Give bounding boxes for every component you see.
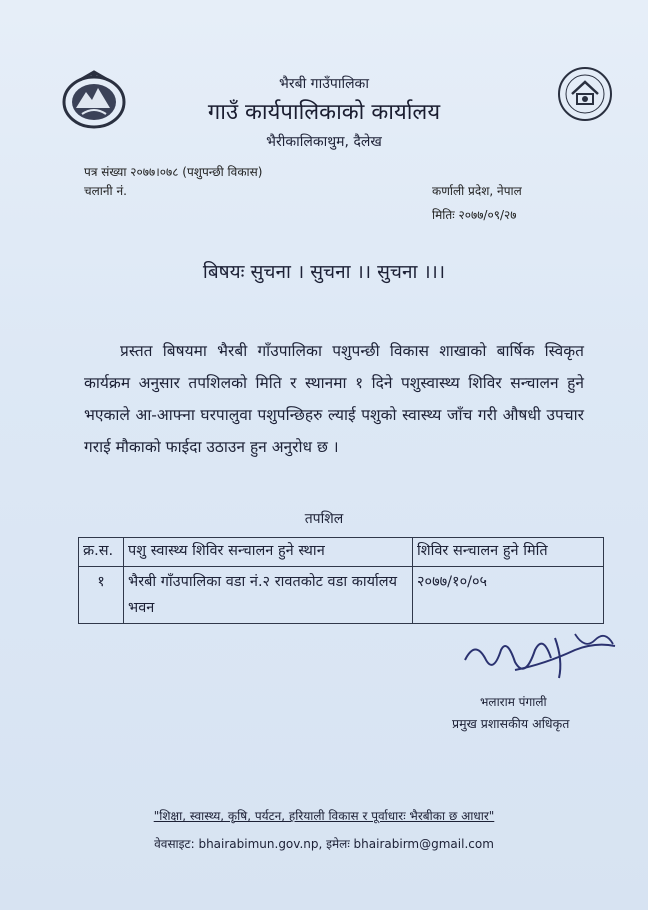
table-header-row	[79, 538, 604, 567]
cell-place: भैरबी गाँउपालिका वडा नं.२ रावतकोट वडा कार्यालय भवन	[124, 567, 413, 624]
signatory-title: प्रमुख प्रशासकीय अधिकृत	[452, 716, 570, 731]
cell-date: २०७७/१०/०५	[413, 567, 604, 624]
letter-number: पत्र संख्या २०७७।०७८ (पशुपन्छी विकास)	[84, 165, 263, 179]
notice-body	[84, 335, 584, 463]
office-title: गाउँ कार्यपालिकाको कार्यालय	[207, 100, 441, 125]
column-header-date: शिविर सन्चालन हुने मिति	[413, 538, 604, 567]
signature-icon	[455, 620, 625, 700]
footer-contact: वेवसाइट: bhairabimun.gov.np, इमेलः bhairabirm@gmail.com	[154, 837, 494, 851]
footer-motto: "शिक्षा, स्वास्थ्य, कृषि, पर्यटन, हरियाली विकास र पूर्वाधारः भैरबीका छ आधार"	[153, 809, 495, 823]
province-line: कर्णाली प्रदेश, नेपाल	[432, 184, 522, 198]
dispatch-number: चलानी नं.	[84, 184, 127, 198]
signatory-name: भलाराम पंगाली	[480, 695, 547, 709]
office-address: भैरीकालिकाथुम, दैलेख	[266, 134, 382, 150]
subject-line: बिषयः सुचना । सुचना ।। सुचना ।।।	[202, 261, 446, 283]
notice-body-text: प्रस्तत बिषयमा भैरबी गाँउपालिका पशुपन्छी विकास शाखाको बार्षिक स्विकृत कार्यक्रम अनुसार तपशिलको मिति र स्थानमा १ दिने पशुस्वास्थ्य शिविर सन्चालन हुने भएकाले आ-आफ्ना घरपालुवा पशुपन्छिहरु ल्याई पशुको स्वास्थ्य जाँच गरी औषधी उपचार गराई मौकाको फाईदा उठाउन हुन अनुरोध छ ।	[84, 342, 584, 456]
column-header-place: पशु स्वास्थ्य शिविर सन्चालन हुने स्थान	[124, 538, 413, 567]
schedule-label: तपशिल	[304, 511, 344, 527]
column-header-sn: क्र.स.	[79, 538, 124, 567]
table-row	[79, 567, 604, 624]
cell-sn: १	[79, 567, 124, 624]
schedule-table	[78, 537, 604, 624]
letter-date: मितिः २०७७/०९/२७	[432, 208, 517, 222]
municipality-name: भैरबी गाउँपालिका	[279, 76, 369, 92]
